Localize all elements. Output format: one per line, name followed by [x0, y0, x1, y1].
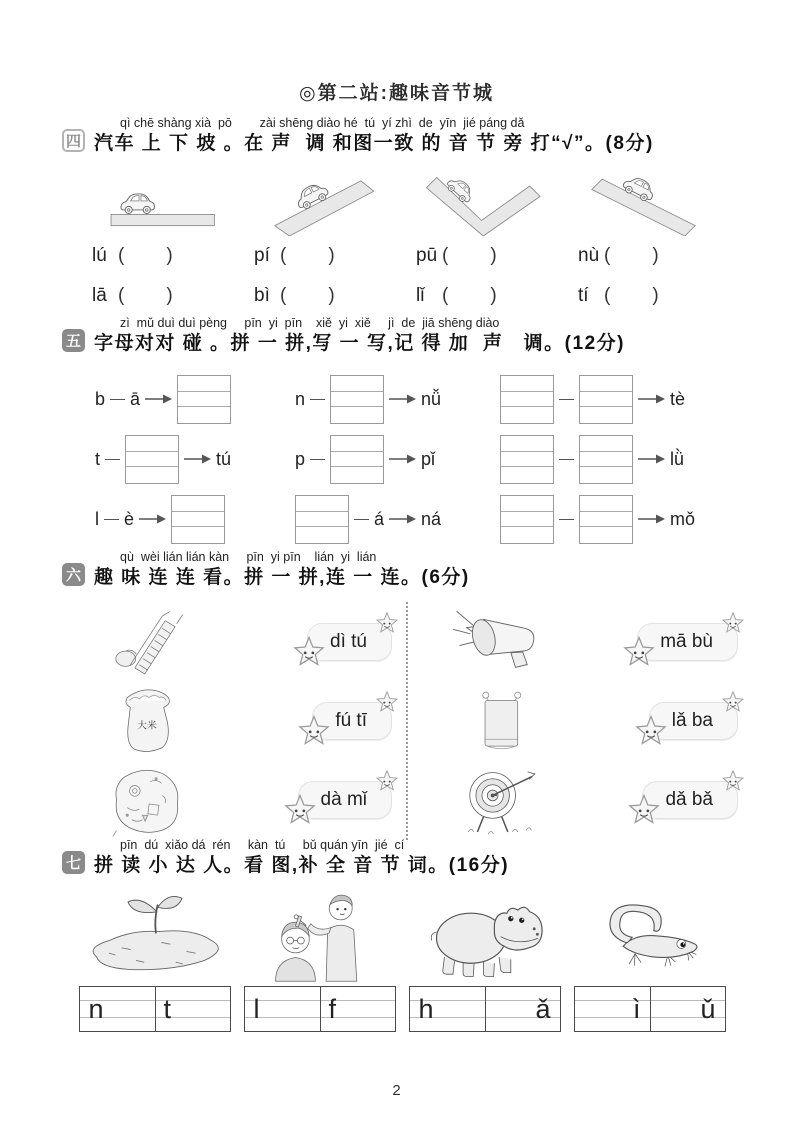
syllable-answer-box[interactable]	[79, 986, 231, 1032]
writing-box[interactable]	[295, 495, 349, 544]
star-icon	[297, 714, 331, 748]
megaphone-icon[interactable]	[416, 604, 586, 680]
syllable-label: lú	[92, 245, 107, 266]
syllable-answer-box[interactable]	[409, 986, 561, 1032]
syllable-answer-box[interactable]	[244, 986, 396, 1032]
s5-item-9	[500, 490, 750, 548]
page-title: ◎第二站:趣味音节城	[299, 83, 494, 104]
s5-item-1	[95, 370, 295, 428]
syllable-row[interactable]	[578, 276, 740, 316]
answer-cells	[245, 987, 395, 1031]
arrow-icon	[638, 453, 665, 465]
section-7-header	[62, 838, 509, 878]
s5-item-2	[295, 370, 500, 428]
dash-connector	[105, 459, 120, 460]
pinyin-letter: lǜ	[670, 448, 685, 469]
answer-cell[interactable]: h	[418, 993, 434, 1024]
dash-connector	[559, 459, 574, 460]
answer-parens[interactable]: ( )	[442, 285, 497, 306]
section-6-instruction: 趣 味 连 连 看。拼 一 拼,连 一 连。(6分)	[94, 566, 470, 588]
arrow-icon	[389, 393, 416, 405]
syllable-label: lā	[92, 285, 107, 306]
writing-box[interactable]	[177, 375, 231, 424]
arrow-icon	[389, 513, 416, 525]
syllable-answer-box[interactable]	[574, 986, 726, 1032]
pinyin-word: lǎ ba	[671, 709, 713, 731]
syllable-label: lǐ	[416, 285, 425, 306]
syllable-row[interactable]	[416, 236, 578, 276]
answer-parens[interactable]: ( )	[118, 245, 173, 266]
s5-item-7	[95, 490, 295, 548]
road-uphill-icon	[254, 172, 416, 236]
s6-row-right-1	[416, 602, 752, 681]
section-6-badge: 六	[62, 563, 85, 586]
pinyin-letter: b	[95, 388, 106, 409]
dash-connector	[559, 399, 574, 400]
answer-cells	[80, 987, 230, 1031]
section-7-instruction: 拼 读 小 达 人。看 图,补 全 音 节 词。(16分)	[94, 854, 510, 876]
s5-item-8	[295, 490, 500, 548]
writing-box[interactable]	[500, 375, 554, 424]
s5-grid	[95, 370, 755, 548]
pinyin-word: mā bù	[660, 630, 713, 652]
syllable-label: bì	[254, 285, 270, 306]
dash-connector	[310, 399, 325, 400]
writing-box[interactable]	[579, 375, 633, 424]
answer-cell[interactable]: ǎ	[535, 993, 551, 1024]
syllable-label: pū	[416, 245, 438, 266]
pinyin-letter: nǚ	[421, 388, 442, 409]
s6-row-right-3	[416, 760, 752, 839]
map-icon[interactable]	[62, 762, 232, 838]
syllable-row[interactable]	[254, 276, 416, 316]
writing-box[interactable]	[330, 435, 384, 484]
s4-item-4	[578, 172, 740, 316]
dash-connector	[104, 519, 119, 520]
dash-connector	[310, 459, 325, 460]
answer-parens[interactable]: ( )	[118, 285, 173, 306]
s6-row-left-1	[62, 602, 406, 681]
svg-text:大米: 大米	[137, 720, 157, 732]
star-icon	[622, 635, 656, 669]
writing-box[interactable]	[579, 495, 633, 544]
sprout-icon	[75, 888, 235, 982]
s5-item-4	[95, 430, 295, 488]
pinyin-letter: l	[95, 508, 99, 529]
road-valley-icon	[416, 172, 578, 236]
star-icon	[721, 769, 745, 793]
s7-item-2	[237, 888, 402, 1032]
answer-cell[interactable]: ì	[632, 993, 641, 1024]
syllable-label: pí	[254, 245, 270, 266]
arrow-icon	[638, 393, 665, 405]
star-icon	[283, 793, 317, 827]
s5-item-5	[295, 430, 500, 488]
s6-row-right-2	[416, 681, 752, 760]
writing-box[interactable]	[330, 375, 384, 424]
s6-row-left-3	[62, 760, 406, 839]
s4-item-3	[416, 172, 578, 316]
pinyin-letter: á	[374, 508, 385, 529]
pinyin-letter: mǒ	[670, 508, 696, 529]
s6-body	[62, 602, 752, 840]
s7-item-4	[567, 888, 732, 1032]
writing-box[interactable]	[500, 435, 554, 484]
answer-cell[interactable]: n	[88, 993, 104, 1024]
answer-cell[interactable]: ǔ	[700, 993, 716, 1024]
pinyin-word: fú tī	[335, 709, 367, 731]
rice-bag-icon[interactable]	[62, 683, 232, 759]
star-icon	[721, 690, 745, 714]
writing-box[interactable]	[125, 435, 179, 484]
pinyin-word: dǎ bǎ	[665, 788, 713, 810]
section-5-badge: 五	[62, 329, 85, 352]
star-icon	[292, 635, 326, 669]
arrow-icon	[145, 393, 172, 405]
towel-icon[interactable]	[416, 683, 586, 759]
arrow-icon	[139, 513, 166, 525]
answer-cells	[575, 987, 725, 1031]
section-4-pinyin: qì chē shàng xià pō zài shēng diào hé tú yí zhì de yīn jié páng dǎ	[120, 116, 525, 130]
page-number: 2	[392, 1082, 401, 1099]
writing-box[interactable]	[500, 495, 554, 544]
section-5-pinyin: zì mǔ duì duì pèng pīn yi pīn xiě yi xiě jì de jiā shēng diào	[120, 316, 500, 330]
pinyin-letter: p	[295, 448, 306, 469]
pinyin-letter: tú	[216, 448, 232, 469]
section-7-badge: 七	[62, 851, 85, 874]
section-4-header	[62, 116, 654, 156]
s6-right-column	[406, 602, 752, 840]
s4-items	[92, 172, 742, 316]
pinyin-word: dà mǐ	[320, 788, 367, 810]
pinyin-label-pill[interactable]	[649, 702, 738, 740]
dash-connector	[110, 399, 125, 400]
pinyin-letter: ná	[421, 508, 442, 529]
section-6-header	[62, 550, 470, 590]
star-icon	[721, 611, 745, 635]
gecko-icon	[575, 888, 725, 982]
section-4-instruction: 汽车 上 下 坡 。在 声 调 和图一致 的 音 节 旁 打“√”。(8分)	[94, 132, 654, 154]
s6-left-column	[62, 602, 406, 840]
answer-parens[interactable]: ( )	[280, 285, 335, 306]
pinyin-letter: è	[124, 508, 135, 529]
star-icon	[375, 611, 399, 635]
target-icon[interactable]	[416, 762, 586, 838]
s5-item-3	[500, 370, 750, 428]
section-4-badge: 四	[62, 129, 85, 152]
star-icon	[634, 714, 668, 748]
writing-box[interactable]	[171, 495, 225, 544]
section-5-instruction: 字母对对 碰 。拼 一 拼,写 一 写,记 得 加 声 调。(12分)	[94, 332, 625, 354]
pinyin-label-pill[interactable]	[637, 623, 738, 661]
s5-item-6	[500, 430, 750, 488]
answer-cell[interactable]: t	[163, 993, 172, 1024]
arrow-icon	[184, 453, 211, 465]
s4-item-1	[92, 172, 254, 316]
star-icon	[627, 793, 661, 827]
arrow-icon	[389, 453, 416, 465]
pinyin-label-pill[interactable]	[642, 781, 738, 819]
pinyin-label-pill[interactable]	[312, 702, 392, 740]
section-5-header	[62, 316, 625, 356]
s7-item-1	[72, 888, 237, 1032]
s7-items	[72, 888, 732, 1032]
star-icon	[375, 690, 399, 714]
s4-item-2	[254, 172, 416, 316]
arrow-icon	[638, 513, 665, 525]
escalator-icon[interactable]	[62, 604, 232, 680]
answer-parens[interactable]: ( )	[604, 285, 659, 306]
pinyin-label-pill[interactable]	[298, 781, 392, 819]
syllable-row[interactable]	[92, 236, 254, 276]
syllable-row[interactable]	[92, 276, 254, 316]
syllable-row[interactable]	[254, 236, 416, 276]
pinyin-letter: tè	[670, 388, 686, 409]
syllable-label: tí	[578, 285, 589, 306]
answer-cells	[410, 987, 560, 1031]
hippo-icon	[410, 888, 560, 982]
star-icon	[375, 769, 399, 793]
road-flat-icon	[92, 172, 254, 236]
pinyin-letter: n	[295, 388, 306, 409]
answer-parens[interactable]: ( )	[280, 245, 335, 266]
pinyin-word: dì tú	[330, 630, 367, 652]
road-downhill-icon	[578, 172, 740, 236]
writing-box[interactable]	[579, 435, 633, 484]
pinyin-label-pill[interactable]	[307, 623, 392, 661]
answer-cell[interactable]: l	[253, 993, 260, 1024]
answer-cell[interactable]: f	[328, 993, 337, 1024]
dash-connector	[559, 519, 574, 520]
section-7-pinyin: pīn dú xiǎo dá rén kàn tú bǔ quán yīn jié cí	[120, 838, 405, 852]
s7-item-3	[402, 888, 567, 1032]
s6-row-left-2	[62, 681, 406, 760]
pinyin-letter: pǐ	[421, 448, 436, 469]
answer-parens[interactable]: ( )	[442, 245, 497, 266]
syllable-label: nù	[578, 245, 600, 266]
dash-connector	[354, 519, 369, 520]
pinyin-letter: t	[95, 448, 101, 469]
syllable-row[interactable]	[578, 236, 740, 276]
pinyin-letter: ā	[130, 388, 141, 409]
answer-parens[interactable]: ( )	[604, 245, 659, 266]
section-6-pinyin: qù wèi lián lián kàn pīn yi pīn lián yi lián	[120, 550, 377, 564]
haircut-icon	[261, 888, 379, 982]
syllable-row[interactable]	[416, 276, 578, 316]
